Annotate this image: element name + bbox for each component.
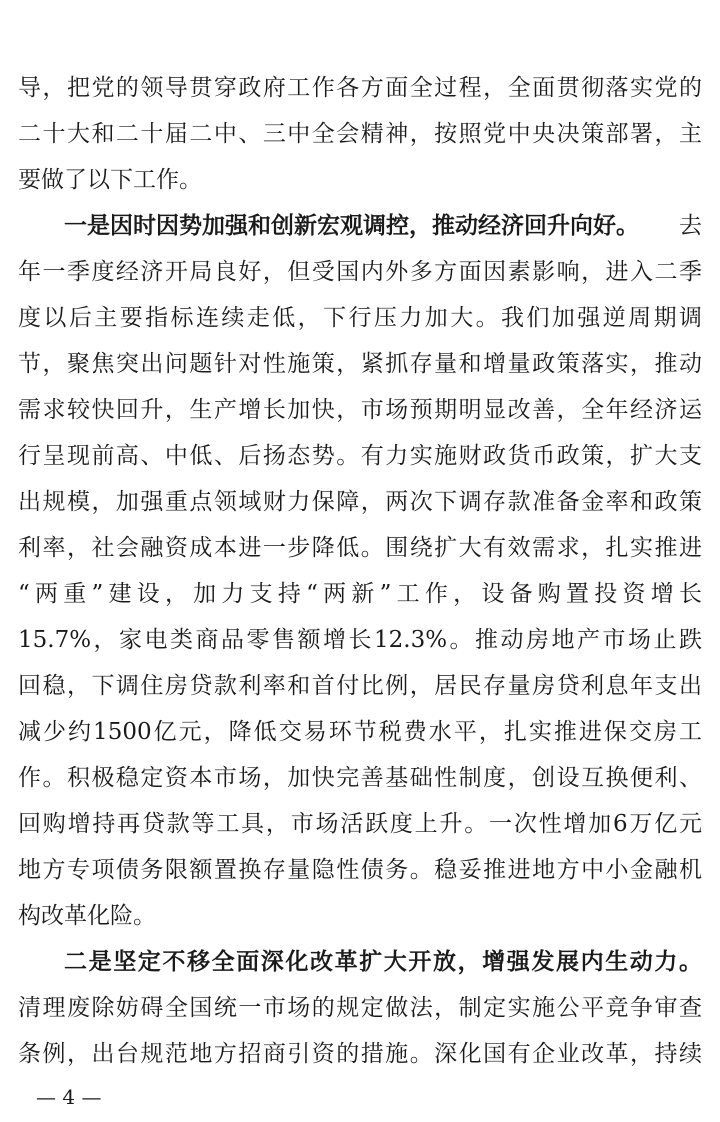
text-line: 要做了以下工作。 <box>18 167 202 193</box>
text-line: 条例，出台规范地方招商引资的措施。深化国有企业改革，持续 <box>18 1041 702 1067</box>
text-line: 回购增持再贷款等工具，市场活跃度上升。一次性增加6万亿元 <box>18 811 702 837</box>
text-line: 度以后主要指标连续走低，下行压力加大。我们加强逆周期调 <box>18 305 702 331</box>
text-line: 节，聚焦突出问题针对性施策，紧抓存量和增量政策落实，推动 <box>18 351 702 377</box>
text-line: 需求较快回升，生产增长加快，市场预期明显改善，全年经济运 <box>18 397 702 423</box>
text-line: 15.7%，家电类商品零售额增长12.3%。推动房地产市场止跌 <box>18 627 702 653</box>
section-heading-line <box>64 206 702 246</box>
text-line: 行呈现前高、中低、后扬态势。有力实施财政货币政策，扩大支 <box>18 443 702 469</box>
text-line: “两重”建设，加力支持“两新”工作，设备购置投资增长 <box>18 581 702 607</box>
text-line: 地方专项债务限额置换存量隐性债务。稳妥推进地方中小金融机 <box>18 857 702 883</box>
text-line: 年一季度经济开局良好，但受国内外多方面因素影响，进入二季 <box>18 259 702 285</box>
text-line: 二十大和二十届二中、三中全会精神，按照党中央决策部署，主 <box>18 121 702 147</box>
text-line: 作。积极稳定资本市场，加快完善基础性制度，创设互换便利、 <box>18 765 702 791</box>
text-line: 回稳，下调住房贷款利率和首付比例，居民存量房贷利息年支出 <box>18 673 702 699</box>
section-heading: 一是因时因势加强和创新宏观调控，推动经济回升向好。 <box>64 213 639 239</box>
text-line: 导，把党的领导贯穿政府工作各方面全过程，全面贯彻落实党的 <box>18 75 702 101</box>
text-fragment: 去 <box>679 213 702 239</box>
text-line: 出规模，加强重点领域财力保障，两次下调存款准备金率和政策 <box>18 489 702 515</box>
section-heading: 二是坚定不移全面深化改革扩大开放，增强发展内生动力。 <box>64 949 702 975</box>
text-line: 利率，社会融资成本进一步降低。围绕扩大有效需求，扎实推进 <box>18 535 702 561</box>
text-line: 构改革化险。 <box>18 903 156 929</box>
text-line: 清理废除妨碍全国统一市场的规定做法，制定实施公平竞争审查 <box>18 995 702 1021</box>
page-number: — 4 — <box>36 1085 102 1109</box>
text-line: 减少约1500亿元，降低交易环节税费水平，扎实推进保交房工 <box>18 719 702 745</box>
